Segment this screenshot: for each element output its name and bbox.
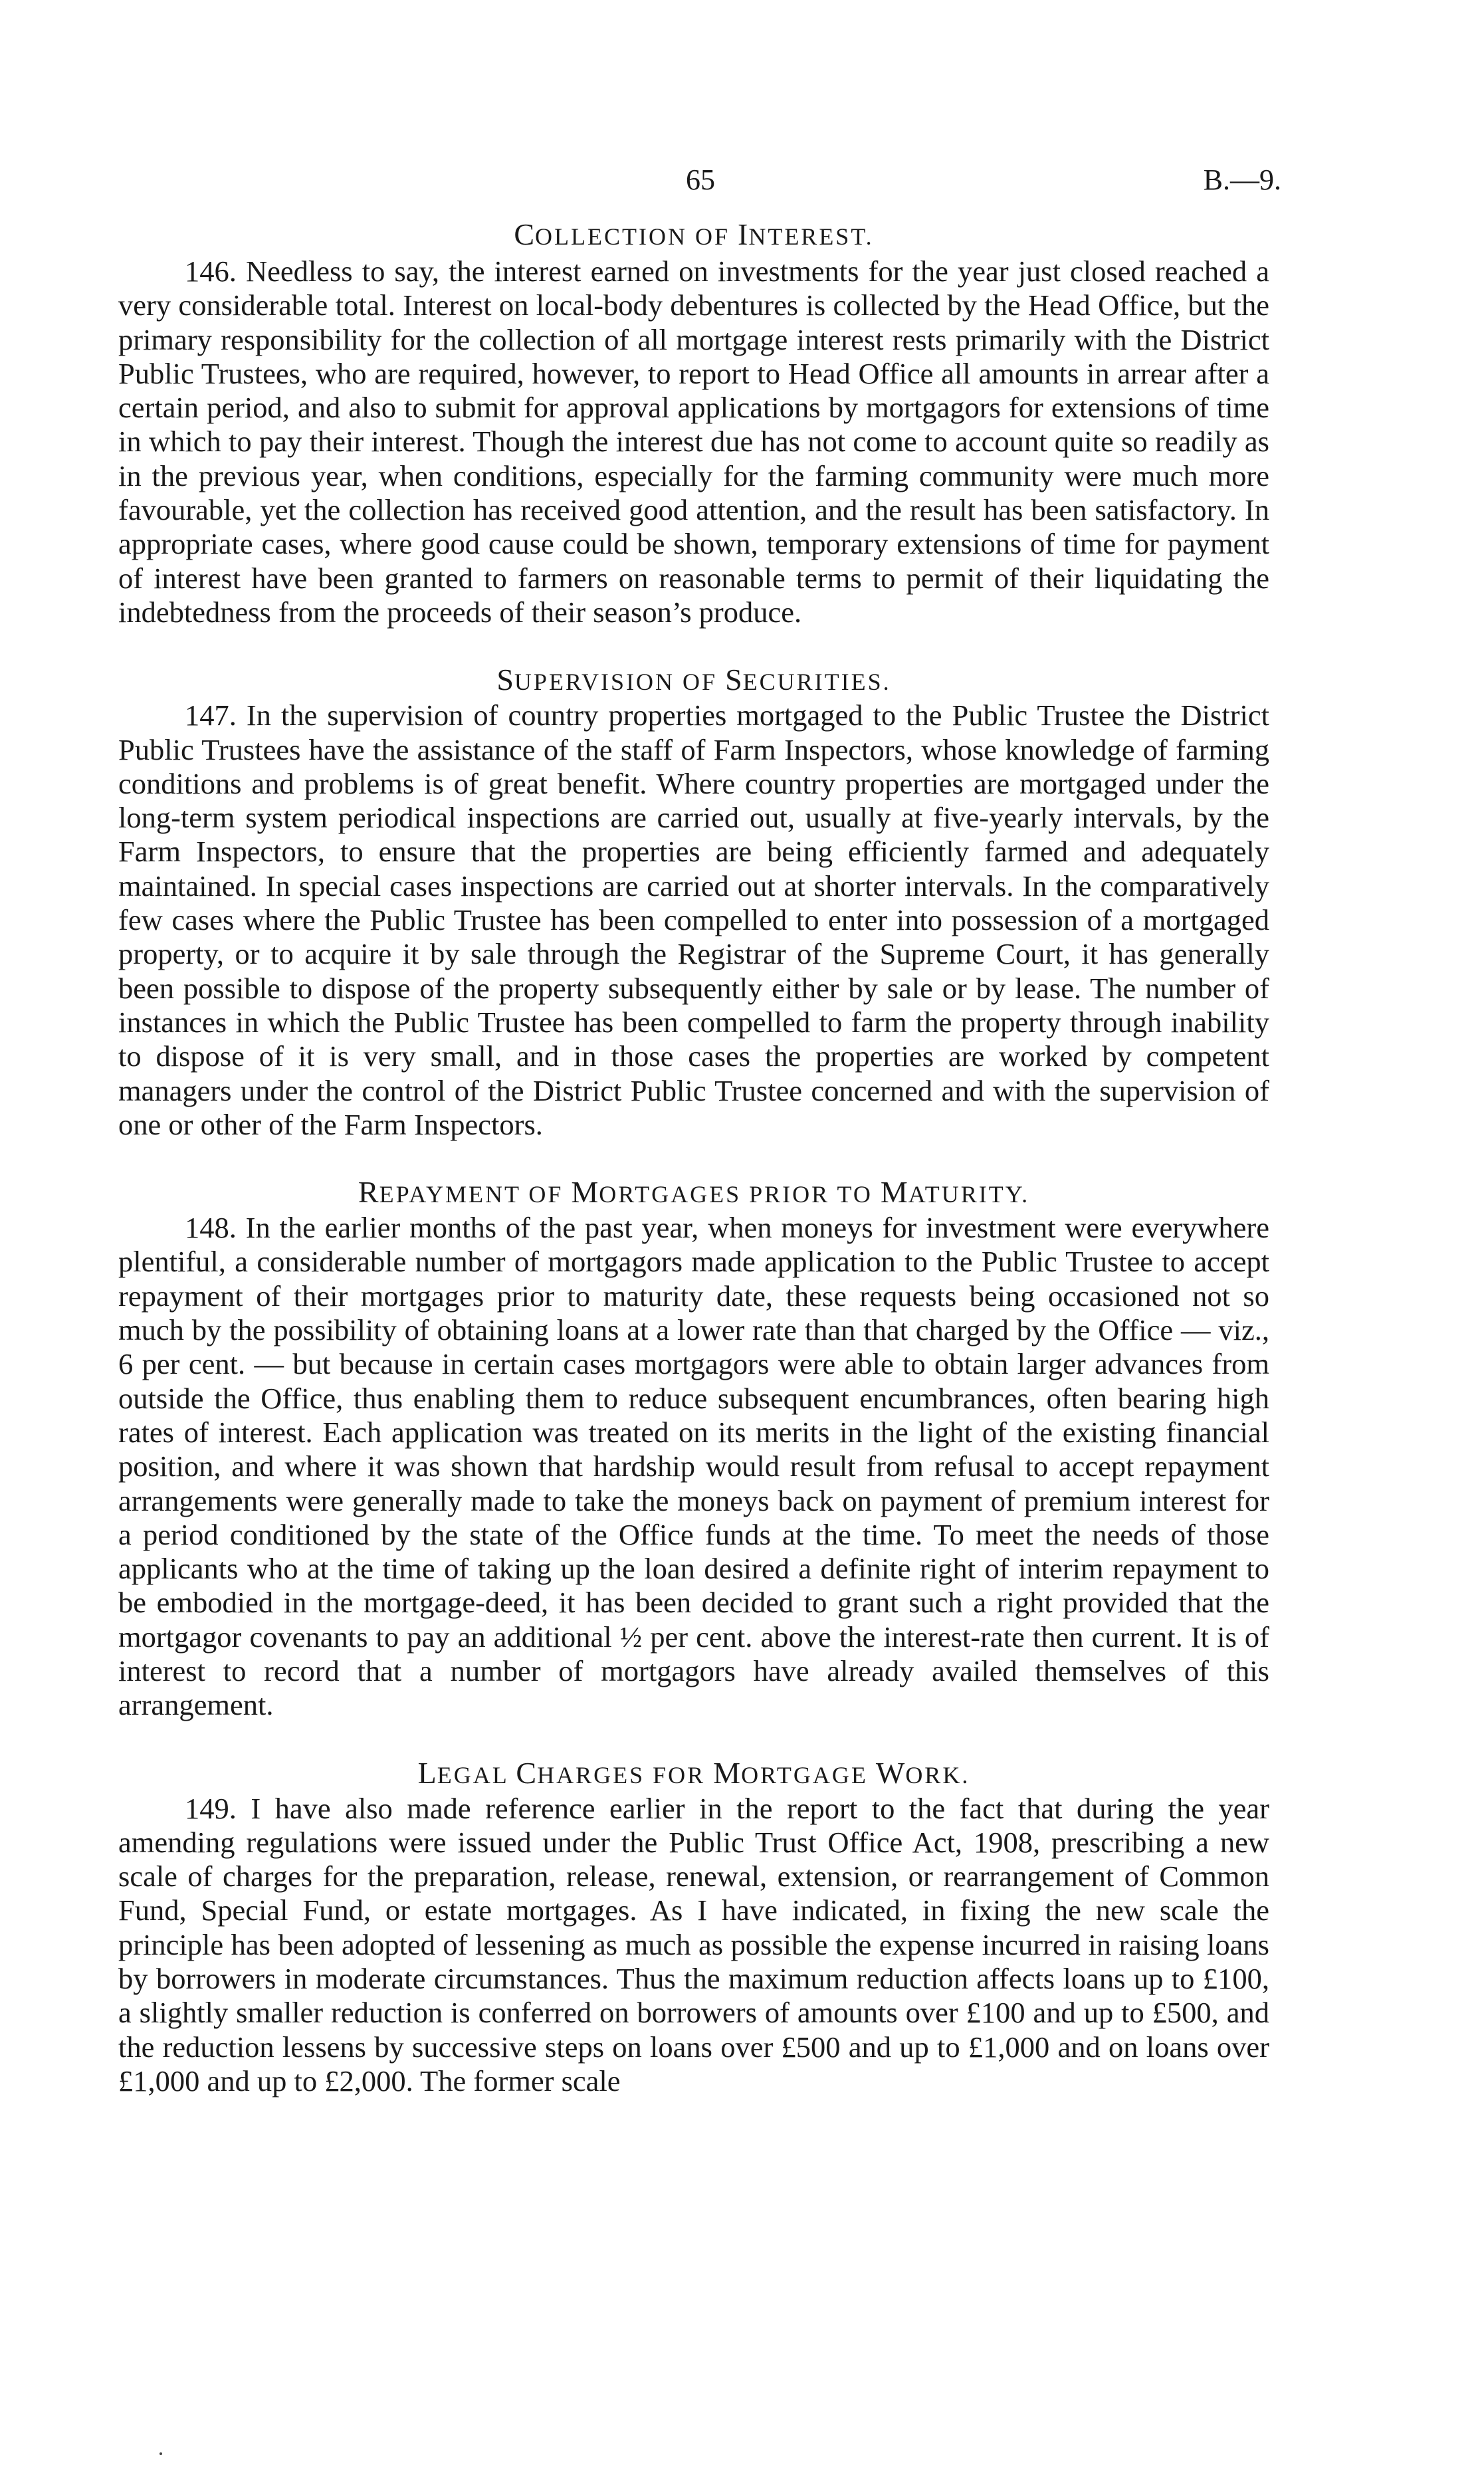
section-repayment-of-mortgages xyxy=(118,1174,1269,1722)
paragraph-146 xyxy=(118,255,1269,629)
paragraph-number: 147. xyxy=(185,699,237,732)
page-header xyxy=(0,163,1484,203)
section-heading: REPAYMENT OF MORTGAGES PRIOR TO MATURITY. xyxy=(358,1175,1030,1210)
section-legal-charges xyxy=(118,1755,1269,2099)
scan-speck xyxy=(159,2452,162,2455)
paragraph-text: In the supervision of country properties mortgaged to the Public Trustee the District Public Trustees have the assistance of the staff of Farm Inspectors, whose knowledge of farming conditions and problems is of great benefit. Where country properties are mortgaged under the long-term system periodical inspections are carried out, usually at five-yearly intervals, by the Farm Inspectors, to ensure that the properties are being efficiently farmed and adequately maintained. In special cases inspections are carried out at shorter intervals. In the comparatively few cases where the Public Trustee has been compelled to enter into possession of a mortgaged property, or to acquire it by sale through the Registrar of the Supreme Court, it has generally been possible to dispose of the property subsequently either by sale or by lease. The number of instances in which the Public Trustee has been compelled to farm the property through inability to dispose of it is very small, and in those cases the properties are worked by competent managers under the control of the District Public Trustee concerned and with the supervision of one or other of the Farm Inspectors. xyxy=(118,699,1270,1141)
page-number: 65 xyxy=(686,163,715,196)
paragraph-text: Needless to say, the interest earned on investments for the year just closed reached a very considerable total. Interest on local-body debentures is collected by the Head Office, but the primary responsibility for the collection of all mortgage interest rests primarily with the District Public Trustees, who are required, however, to report to Head Office all amounts in arrear after a certain period, and also to submit for approval applications by mortgagors for extensions of time in which to pay their interest. Though the interest due has not come to account quite so readily as in the previous year, when conditions, especially for the farming community were much more favourable, yet the collection has received good attention, and the result has been satisfactory. In appropriate cases, where good cause could be shown, temporary extensions of time for payment of interest have been granted to farmers on reasonable terms to permit of their liquidating the indebtedness from the proceeds of their season’s produce. xyxy=(118,255,1270,629)
section-supervision-of-securities xyxy=(118,661,1269,1142)
section-heading: COLLECTION OF INTEREST. xyxy=(514,217,874,251)
paragraph-149 xyxy=(118,1792,1269,2099)
page-content xyxy=(118,216,1269,2098)
section-collection-of-interest xyxy=(118,216,1269,629)
section-heading: LEGAL CHARGES FOR MORTGAGE WORK. xyxy=(417,1755,970,1790)
paragraph-text: In the earlier months of the past year, when moneys for investment were everywhere plentiful, a considerable number of mortgagors made application to the Public Trustee to accept repayment of their mortgages prior to maturity date, these requests being occasioned not so much by the possibility of obtaining loans at a lower rate than that charged by the Office — viz., 6 per cent. — but because in certain cases mortgagors were able to obtain larger advances from outside the Office, thus enabling them to reduce subsequent encumbrances, often bearing high rates of interest. Each application was treated on its merits in the light of the existing financial position, and where it was shown that hardship would result from refusal to accept repayment arrangements were generally made to take the moneys back on payment of premium interest for a period conditioned by the state of the Office funds at the time. To meet the needs of those applicants who at the time of taking up the loan desired a definite right of interim repayment to be embodied in the mortgage-deed, it has been decided to grant such a right provided that the mortgagor covenants to pay an additional ½ per cent. above the interest-rate then current. It is of interest to record that a number of mortgagors have already availed themselves of this arrangement. xyxy=(118,1211,1269,1722)
paragraph-148 xyxy=(118,1211,1269,1722)
section-heading: SUPERVISION OF SECURITIES. xyxy=(496,663,891,697)
paragraph-text: I have also made reference earlier in the report to the fact that during the year amending regulations were issued under the Public Trust Office Act, 1908, prescribing a new scale of charges for the preparation, release, renewal, extension, or rearrangement of Common Fund, Special Fund, or estate mortgages. As I have indicated, in fixing the new scale the principle has been adopted of lessening as much as possible the expense incurred in raising loans by borrowers in moderate circumstances. Thus the maximum reduction affects loans up to £100, a slightly smaller reduction is conferred on borrowers of amounts over £100 and up to £500, and the reduction lessens by successive steps on loans over £500 and up to £1,000 and on loans over £1,000 and up to £2,000. The former scale xyxy=(118,1791,1269,2097)
paragraph-number: 148. xyxy=(185,1211,237,1245)
paragraph-147 xyxy=(118,699,1269,1142)
paragraph-number: 146. xyxy=(185,255,237,288)
paragraph-number: 149. xyxy=(185,1791,237,1825)
document-code: B.—9. xyxy=(1203,163,1281,196)
